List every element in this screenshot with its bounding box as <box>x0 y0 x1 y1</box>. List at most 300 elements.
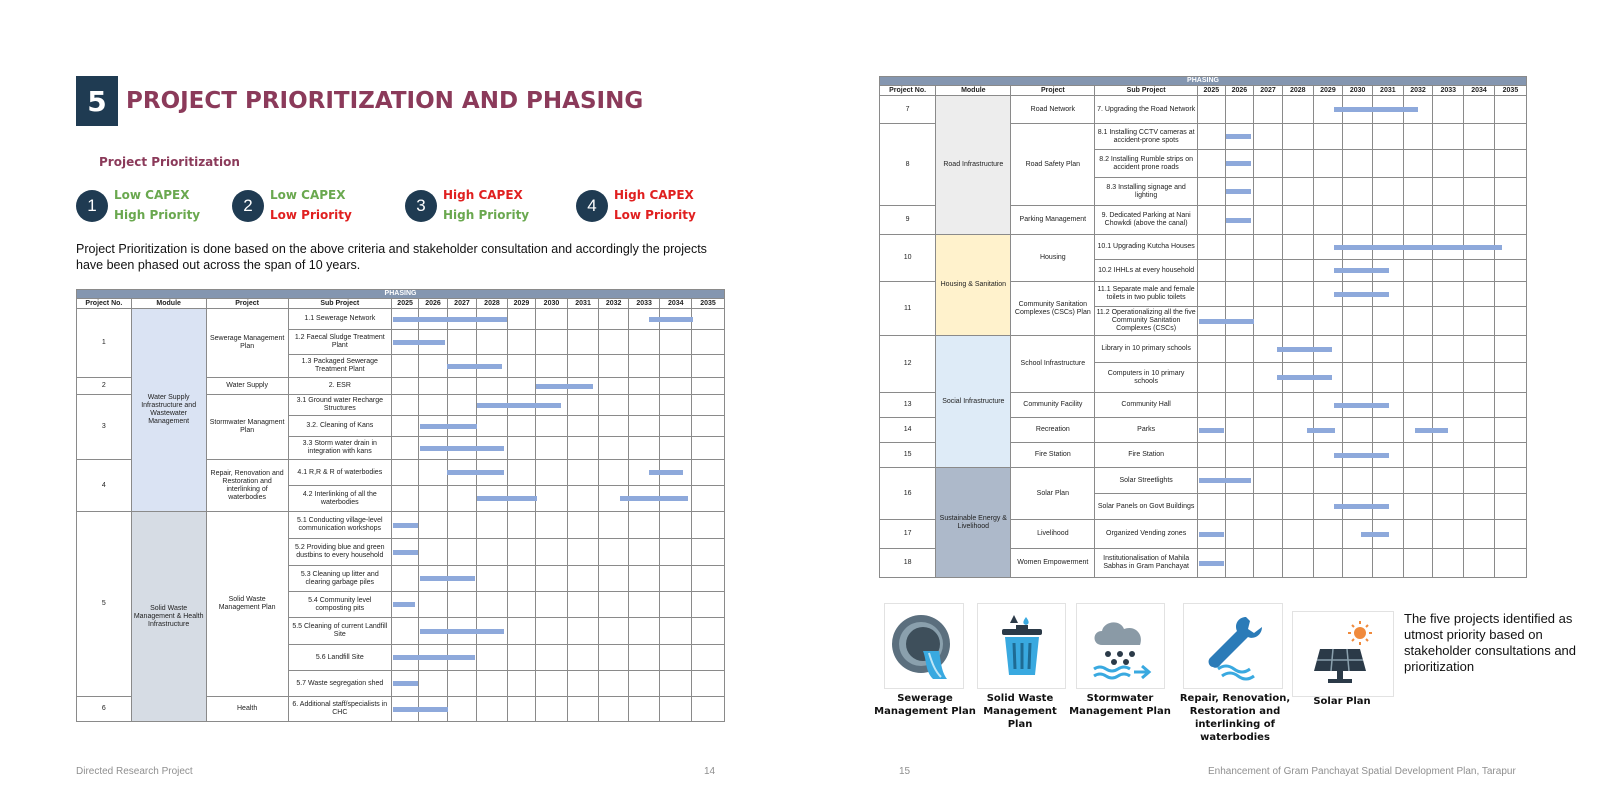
year-cell <box>477 645 508 671</box>
year-cell <box>599 697 628 722</box>
col-year: 2028 <box>1282 86 1313 96</box>
year-cell <box>628 512 660 539</box>
year-cell <box>1433 206 1464 235</box>
project-number: 5 <box>77 512 132 697</box>
phase-bar <box>1277 375 1332 380</box>
phase-bar <box>1277 347 1332 352</box>
project-number: 6 <box>77 697 132 722</box>
year-cell <box>477 512 508 539</box>
col-year: 2033 <box>1433 86 1464 96</box>
year-cell <box>1464 150 1495 178</box>
project-number: 1 <box>77 309 132 378</box>
year-cell <box>1282 307 1313 336</box>
project-number: 14 <box>880 418 936 443</box>
project-name: Women Empowerment <box>1011 549 1095 578</box>
year-cell <box>536 460 568 486</box>
year-cell <box>391 671 418 697</box>
sub-project: 4.1 R,R & R of waterbodies <box>288 460 391 486</box>
year-cell <box>1464 443 1495 468</box>
phase-bar <box>1307 428 1335 433</box>
year-cell <box>1254 150 1283 178</box>
year-cell <box>599 592 628 618</box>
year-cell <box>507 330 535 355</box>
year-cell <box>391 592 418 618</box>
col-year: 2028 <box>477 299 508 309</box>
year-cell <box>1403 549 1433 578</box>
year-cell <box>599 566 628 592</box>
year-cell <box>628 416 660 437</box>
year-cell <box>1494 549 1526 578</box>
year-cell <box>1343 307 1373 336</box>
year-cell <box>1494 336 1526 363</box>
year-cell <box>1198 178 1226 206</box>
year-cell <box>1403 260 1433 282</box>
year-cell <box>1433 468 1464 494</box>
col-year: 2029 <box>1313 86 1343 96</box>
project-number: 13 <box>880 393 936 418</box>
year-cell <box>599 437 628 460</box>
year-cell <box>391 309 418 330</box>
project-name: Solid Waste Management Plan <box>206 512 288 697</box>
module-cell: Water Supply Infrastructure and Wastewater Management <box>131 309 206 512</box>
year-cell <box>1225 282 1254 307</box>
year-cell <box>1282 150 1313 178</box>
year-cell <box>692 486 725 512</box>
project-name: Health <box>206 697 288 722</box>
year-cell <box>419 355 447 378</box>
year-cell <box>1403 393 1433 418</box>
year-cell <box>1464 124 1495 150</box>
project-name: Solar Plan <box>1011 468 1095 520</box>
year-cell <box>1494 178 1526 206</box>
year-cell <box>1372 336 1403 363</box>
module-cell: Social Infrastructure <box>936 336 1011 468</box>
priority-icon-label: Solid Waste Management Plan <box>983 693 1057 730</box>
year-cell <box>1225 363 1254 393</box>
year-cell <box>692 539 725 566</box>
year-cell <box>507 460 535 486</box>
criterion-1 <box>76 188 236 224</box>
year-cell <box>660 618 692 645</box>
criterion-capex: Low CAPEX <box>270 188 346 202</box>
priority-icon-label: Solar Plan <box>1313 696 1371 707</box>
year-cell <box>599 460 628 486</box>
col-year: 2026 <box>419 299 447 309</box>
year-cell <box>692 355 725 378</box>
phase-bar <box>1334 292 1389 297</box>
phase-bar <box>420 446 504 451</box>
year-cell <box>1198 150 1226 178</box>
year-cell <box>1254 206 1283 235</box>
year-cell <box>1282 520 1313 549</box>
year-cell <box>447 330 476 355</box>
phase-bar <box>393 681 418 686</box>
year-cell <box>660 645 692 671</box>
year-cell <box>1433 307 1464 336</box>
year-cell <box>419 592 447 618</box>
col-year: 2034 <box>1464 86 1495 96</box>
sub-project: 6. Additional staff/specialists in CHC <box>288 697 391 722</box>
year-cell <box>1372 178 1403 206</box>
criterion-capex: Low CAPEX <box>114 188 190 202</box>
sub-project: Solar Streetlights <box>1095 468 1198 494</box>
sub-project: 10.2 IHHLs at every household <box>1095 260 1198 282</box>
year-cell <box>1198 124 1226 150</box>
phase-bar <box>1199 561 1224 566</box>
year-cell <box>507 437 535 460</box>
sub-project: 1.2 Faecal Sludge Treatment Plant <box>288 330 391 355</box>
phase-bar <box>447 470 504 475</box>
year-cell <box>447 671 476 697</box>
phase-bar <box>1199 532 1224 537</box>
year-cell <box>536 618 568 645</box>
year-cell <box>567 512 599 539</box>
project-number: 16 <box>880 468 936 520</box>
page-number-right: 15 <box>899 766 911 777</box>
col-year: 2029 <box>507 299 535 309</box>
sub-project: Fire Station <box>1095 443 1198 468</box>
col-year: 2027 <box>447 299 476 309</box>
year-cell <box>391 618 418 645</box>
module-cell: Solid Waste Management & Health Infrastructure <box>131 512 206 722</box>
project-name: Stormwater Managment Plan <box>206 395 288 460</box>
year-cell <box>660 437 692 460</box>
phase-bar <box>649 470 682 475</box>
year-cell <box>391 460 418 486</box>
year-cell <box>1372 418 1403 443</box>
year-cell <box>567 645 599 671</box>
year-cell <box>391 355 418 378</box>
year-cell <box>536 486 568 512</box>
year-cell <box>567 460 599 486</box>
year-cell <box>507 697 535 722</box>
year-cell <box>391 697 418 722</box>
project-number: 2 <box>77 378 132 395</box>
phase-bar <box>477 496 537 501</box>
year-cell <box>507 671 535 697</box>
year-cell <box>1403 178 1433 206</box>
year-cell <box>419 486 447 512</box>
year-cell <box>692 395 725 416</box>
year-cell <box>660 592 692 618</box>
year-cell <box>1198 260 1226 282</box>
year-cell <box>1225 443 1254 468</box>
year-cell <box>391 416 418 437</box>
year-cell <box>1433 393 1464 418</box>
sub-project: 11.1 Separate male and female toilets in two public toilets <box>1095 282 1198 307</box>
year-cell <box>1254 282 1283 307</box>
year-cell <box>1494 124 1526 150</box>
year-cell <box>1464 307 1495 336</box>
year-cell <box>1464 520 1495 549</box>
year-cell <box>447 592 476 618</box>
solar-panel-icon <box>1292 611 1394 697</box>
criterion-4 <box>576 188 736 224</box>
col-module: Module <box>131 299 206 309</box>
year-cell <box>628 566 660 592</box>
phase-bar <box>393 317 507 322</box>
project-name: Livelihood <box>1011 520 1095 549</box>
phase-bar <box>393 707 448 712</box>
year-cell <box>536 539 568 566</box>
project-name: Sewerage Management Plan <box>206 309 288 378</box>
year-cell <box>1254 443 1283 468</box>
year-cell <box>1254 124 1283 150</box>
priority-icon-label: Sewerage Management Plan <box>874 693 976 717</box>
page-number-left: 14 <box>704 766 716 777</box>
year-cell <box>1198 282 1226 307</box>
year-cell <box>1403 520 1433 549</box>
year-cell <box>391 395 418 416</box>
year-cell <box>419 512 447 539</box>
year-cell <box>1433 336 1464 363</box>
phasing-header: PHASING <box>880 77 1527 86</box>
phase-bar <box>1199 478 1251 483</box>
phasing-header: PHASING <box>77 290 725 299</box>
criterion-priority: High Priority <box>114 208 201 222</box>
project-name: Community Facility <box>1011 393 1095 418</box>
year-cell <box>1464 393 1495 418</box>
phase-bar <box>1361 532 1389 537</box>
year-cell <box>1254 307 1283 336</box>
year-cell <box>628 437 660 460</box>
year-cell <box>1225 549 1254 578</box>
year-cell <box>567 671 599 697</box>
col-year: 2030 <box>1343 86 1373 96</box>
year-cell <box>1403 282 1433 307</box>
table-row <box>880 96 1527 124</box>
year-cell <box>391 330 418 355</box>
year-cell <box>1198 549 1226 578</box>
sub-project: 11.2 Operationalizing all the five Community Sanitation Complexes (CSCs) <box>1095 307 1198 336</box>
year-cell <box>1494 520 1526 549</box>
col-year: 2025 <box>1198 86 1226 96</box>
year-cell <box>1433 363 1464 393</box>
year-cell <box>692 645 725 671</box>
section-title: PROJECT PRIORITIZATION AND PHASING <box>126 88 644 114</box>
year-cell <box>447 697 476 722</box>
year-cell <box>1433 549 1464 578</box>
sewerage-icon <box>884 603 964 689</box>
year-cell <box>1198 336 1226 363</box>
year-cell <box>692 330 725 355</box>
footer-right: Enhancement of Gram Panchayat Spatial Development Plan, Tarapur <box>1208 766 1516 777</box>
project-number: 10 <box>880 235 936 282</box>
year-cell <box>692 309 725 330</box>
year-cell <box>1254 393 1283 418</box>
year-cell <box>567 395 599 416</box>
year-cell <box>391 645 418 671</box>
year-cell <box>1403 494 1433 520</box>
col-project: Project <box>206 299 288 309</box>
year-cell <box>1343 124 1373 150</box>
module-cell: Road Infrastructure <box>936 96 1011 235</box>
year-cell <box>1313 520 1343 549</box>
year-cell <box>660 566 692 592</box>
year-cell <box>477 566 508 592</box>
sub-project: 8.2 Installing Rumble strips on accident prone roads <box>1095 150 1198 178</box>
year-cell <box>1198 418 1226 443</box>
year-cell <box>1372 307 1403 336</box>
year-cell <box>1282 178 1313 206</box>
year-cell <box>1494 260 1526 282</box>
year-cell <box>1313 468 1343 494</box>
year-cell <box>1198 307 1226 336</box>
year-cell <box>536 566 568 592</box>
project-name: Recreation <box>1011 418 1095 443</box>
year-cell <box>1282 282 1313 307</box>
year-cell <box>1254 235 1283 260</box>
year-cell <box>507 309 535 330</box>
phase-bar <box>1334 268 1389 273</box>
subheading: Project Prioritization <box>99 155 240 169</box>
sub-project: 3.2. Cleaning of Kans <box>288 416 391 437</box>
criterion-number: 3 <box>405 190 437 222</box>
year-cell <box>1372 206 1403 235</box>
sub-project: Computers in 10 primary schools <box>1095 363 1198 393</box>
year-cell <box>1343 150 1373 178</box>
year-cell <box>1198 206 1226 235</box>
year-cell <box>1198 494 1226 520</box>
table-row <box>880 336 1527 363</box>
project-number: 17 <box>880 520 936 549</box>
year-cell <box>567 592 599 618</box>
year-cell <box>447 395 476 416</box>
year-cell <box>628 355 660 378</box>
criterion-3 <box>405 188 565 224</box>
year-cell <box>567 355 599 378</box>
year-cell <box>1403 443 1433 468</box>
year-cell <box>1254 418 1283 443</box>
year-cell <box>1433 124 1464 150</box>
year-cell <box>391 378 418 395</box>
year-cell <box>419 671 447 697</box>
priority-icon-label: Repair, Renovation, Restoration and interlinking of waterbodies <box>1179 693 1291 743</box>
year-cell <box>1464 494 1495 520</box>
year-cell <box>1494 393 1526 418</box>
criterion-priority: Low Priority <box>270 208 352 222</box>
year-cell <box>447 378 476 395</box>
year-cell <box>1494 418 1526 443</box>
year-cell <box>1282 96 1313 124</box>
phase-bar <box>649 317 693 322</box>
year-cell <box>391 512 418 539</box>
phase-bar <box>477 403 561 408</box>
project-name: Housing <box>1011 235 1095 282</box>
year-cell <box>660 355 692 378</box>
phase-bar <box>1226 134 1251 139</box>
col-year: 2031 <box>567 299 599 309</box>
year-cell <box>536 697 568 722</box>
year-cell <box>1372 124 1403 150</box>
year-cell <box>391 566 418 592</box>
year-cell <box>1403 468 1433 494</box>
year-cell <box>1254 520 1283 549</box>
col-year: 2032 <box>1403 86 1433 96</box>
year-cell <box>477 416 508 437</box>
sub-project: 5.7 Waste segregation shed <box>288 671 391 697</box>
year-cell <box>628 539 660 566</box>
year-cell <box>419 378 447 395</box>
year-cell <box>1254 178 1283 206</box>
year-cell <box>1372 468 1403 494</box>
year-cell <box>1343 549 1373 578</box>
phasing-table-right <box>879 76 1527 578</box>
sub-project: 2. ESR <box>288 378 391 395</box>
phase-bar <box>1334 245 1502 250</box>
year-cell <box>1225 235 1254 260</box>
year-cell <box>1343 418 1373 443</box>
year-cell <box>1225 260 1254 282</box>
criterion-2 <box>232 188 392 224</box>
year-cell <box>1494 96 1526 124</box>
priority-icon-label: Stormwater Management Plan <box>1069 693 1171 717</box>
year-cell <box>477 671 508 697</box>
criterion-number: 4 <box>576 190 608 222</box>
year-cell <box>1198 393 1226 418</box>
year-cell <box>628 330 660 355</box>
footer-left: Directed Research Project <box>76 766 193 777</box>
sub-project: 5.6 Landfill Site <box>288 645 391 671</box>
year-cell <box>1254 260 1283 282</box>
phase-bar <box>393 602 415 607</box>
year-cell <box>599 395 628 416</box>
sub-project: 1.1 Sewerage Network <box>288 309 391 330</box>
phase-bar <box>1199 319 1254 324</box>
phase-bar <box>1199 428 1224 433</box>
phase-bar <box>420 424 477 429</box>
sub-project: 5.3 Cleaning up litter and clearing garbage piles <box>288 566 391 592</box>
year-cell <box>1403 124 1433 150</box>
phase-bar <box>1226 161 1251 166</box>
year-cell <box>1282 468 1313 494</box>
phase-bar <box>1334 107 1418 112</box>
year-cell <box>567 437 599 460</box>
phasing-table-left <box>76 289 725 722</box>
year-cell <box>599 416 628 437</box>
year-cell <box>1254 549 1283 578</box>
year-cell <box>477 539 508 566</box>
criterion-priority: Low Priority <box>614 208 696 222</box>
year-cell <box>628 671 660 697</box>
year-cell <box>1433 282 1464 307</box>
year-cell <box>1343 363 1373 393</box>
project-name: Community Sanitation Complexes (CSCs) Plan <box>1011 282 1095 336</box>
col-module: Module <box>936 86 1011 96</box>
year-cell <box>1343 178 1373 206</box>
year-cell <box>477 697 508 722</box>
year-cell <box>1403 206 1433 235</box>
year-cell <box>567 486 599 512</box>
year-cell <box>477 330 508 355</box>
year-cell <box>1372 549 1403 578</box>
sub-project: 1.3 Packaged Sewerage Treatment Plant <box>288 355 391 378</box>
project-name: Fire Station <box>1011 443 1095 468</box>
wrench-water-icon <box>1183 603 1283 689</box>
project-name: Road Safety Plan <box>1011 124 1095 206</box>
year-cell <box>692 618 725 645</box>
year-cell <box>1494 282 1526 307</box>
year-cell <box>536 512 568 539</box>
year-cell <box>567 697 599 722</box>
year-cell <box>567 539 599 566</box>
col-year: 2030 <box>536 299 568 309</box>
year-cell <box>507 378 535 395</box>
rain-cloud-icon <box>1076 603 1165 689</box>
year-cell <box>1225 494 1254 520</box>
criterion-priority: High Priority <box>443 208 530 222</box>
sub-project: 8.1 Installing CCTV cameras at accident-prone spots <box>1095 124 1198 150</box>
